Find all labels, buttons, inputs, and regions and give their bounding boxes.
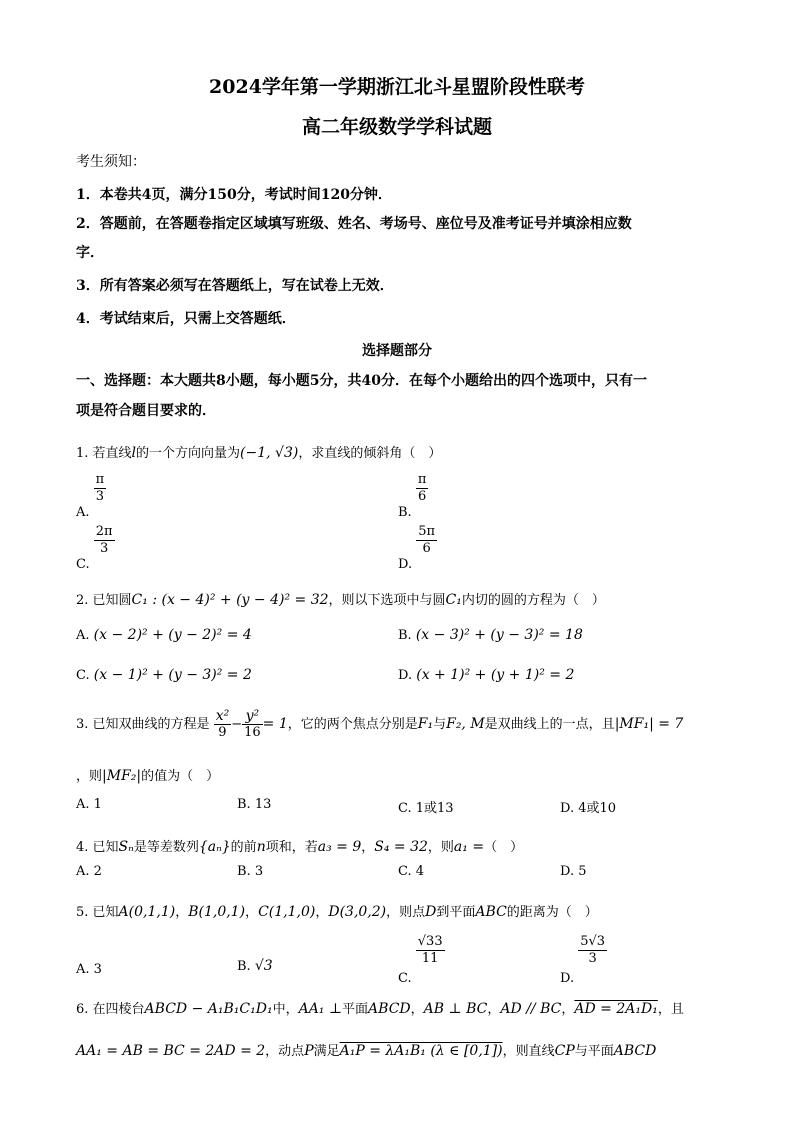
notice-item-3: 3．所有答案必须写在答题纸上，写在试卷上无效． bbox=[76, 278, 394, 294]
section-title: 选择题部分 bbox=[362, 343, 432, 359]
question-2-option-b: B. (x − 3)² + (y − 3)² = 18 bbox=[398, 627, 583, 643]
notice-item-4: 4．考试结束后，只需上交答题纸． bbox=[76, 311, 296, 327]
question-4-option-b: B. 3 bbox=[237, 864, 264, 879]
question-1-option-d: D. $\frac{5\pi}{6}$ bbox=[398, 524, 436, 572]
question-1-option-c: C. $\frac{2\pi}{3}$ bbox=[76, 524, 113, 572]
question-2-option-a: A. (x − 2)² + (y − 2)² = 4 bbox=[76, 627, 252, 643]
question-5-option-c: C. $\frac{√33}{11}$ bbox=[398, 934, 443, 986]
question-3-stem: 3. 已知双曲线的方程是 $\frac{\text{x²}}{9}$ − $\frac{\text{y²}}{16}$ = 1，它的两个焦点分别是F₁与F₂, M是双曲线上的一点，且|MF₁| = 7 bbox=[76, 708, 684, 740]
question-3-stem-cont: ，则|MF₂|的值为（ ） bbox=[76, 768, 220, 784]
question-3-option-a: A. 1 bbox=[76, 797, 102, 812]
notice-item-2-cont: 字． bbox=[76, 245, 104, 261]
question-4-option-c: C. 4 bbox=[398, 864, 425, 879]
question-4-option-a: A. 2 bbox=[76, 864, 102, 879]
question-2-option-d: D. (x + 1)² + (y + 1)² = 2 bbox=[398, 667, 575, 683]
question-2-option-c: C. (x − 1)² + (y − 3)² = 2 bbox=[76, 667, 252, 683]
question-5-stem: 5. 已知A(0,1,1)，B(1,0,1)，C(1,1,0)，D(3,0,2)，则点D到平面ABC的距离为（ ） bbox=[76, 904, 598, 920]
question-5-option-a: A. 3 bbox=[76, 962, 102, 977]
notice-item-2: 2．答题前，在答题卷指定区域填写班级、姓名、考场号、座位号及准考证号并填涂相应数 bbox=[76, 216, 632, 232]
section-intro-line1: 一、选择题：本大题共8小题，每小题5分，共40分．在每个小题给出的四个选项中，只有一 bbox=[76, 373, 647, 389]
question-4-option-d: D. 5 bbox=[560, 864, 587, 879]
question-6-stem: 6. 在四棱台ABCD − A₁B₁C₁D₁中，AA₁ ⊥平面ABCD，AB ⊥ BC，AD // BC，AD = 2A₁D₁，且 bbox=[76, 1001, 684, 1017]
question-1-stem: 1. 若直线l的一个方向向量为(−1, √3)，求直线的倾斜角（ ） bbox=[76, 445, 442, 461]
question-1-option-b: B. $\frac{\pi}{6}$ bbox=[398, 472, 427, 520]
exam-subtitle: 高二年级数学学科试题 bbox=[301, 116, 492, 138]
question-3-option-c: C. 1或13 bbox=[398, 801, 454, 816]
question-3-option-b: B. 13 bbox=[237, 797, 272, 812]
question-5-option-b: B. √3 bbox=[237, 958, 273, 974]
question-6-stem-cont: AA₁ = AB = BC = 2AD = 2，动点P满足A₁P = λA₁B₁ (λ ∈ [0,1])，则直线CP与平面ABCD bbox=[76, 1043, 657, 1059]
notice-item-1: 1．本卷共4页，满分150分，考试时间120分钟． bbox=[76, 187, 392, 203]
exam-title: 2024学年第一学期浙江北斗星盟阶段性联考 bbox=[209, 76, 585, 98]
notice-heading: 考生须知： bbox=[76, 154, 146, 170]
question-1-option-a: A. $\frac{\pi}{3}$ bbox=[76, 472, 105, 520]
section-intro-line2: 项是符合题目要求的． bbox=[76, 403, 216, 419]
question-4-stem: 4. 已知Sₙ是等差数列{aₙ}的前n项和，若a₃ = 9，S₄ = 32，则a₁ =（ ） bbox=[76, 839, 524, 855]
question-3-option-d: D. 4或10 bbox=[560, 801, 617, 816]
question-5-option-d: D. $\frac{5√3}{3}$ bbox=[560, 934, 606, 986]
question-2-stem: 2. 已知圆C₁ : (x − 4)² + (y − 4)² = 32，则以下选项中与圆C₁内切的圆的方程为（ ） bbox=[76, 592, 605, 608]
